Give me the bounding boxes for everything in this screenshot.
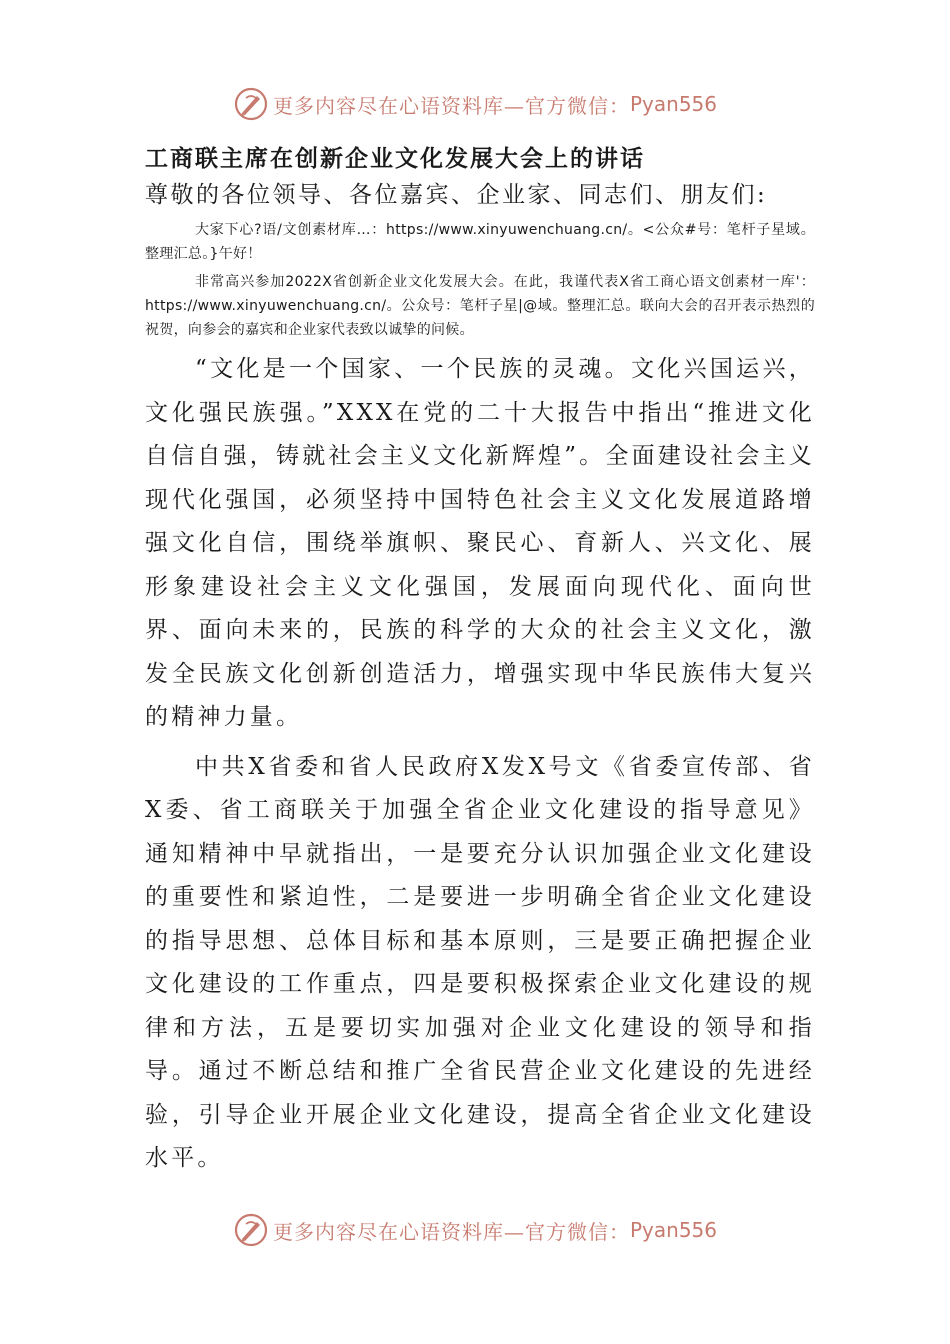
body-paragraph: “文化是一个国家、一个民族的灵魂。文化兴国运兴，文化强民族强。”XXX在党的二十大报告中指出“推进文化自信自强，铸就社会主义文化新辉煌”。全面建设社会主义现代化强国，必须坚持中国特色社会主义文化发展道路增强文化自信，围绕举旗帜、聚民心、育新人、兴文化、展形象建设社会主义文化强国，发展面向现代化、面向世界、面向未来的，民族的科学的大众的社会主义文化，激发全民族文化创新创造活力，增强实现中华民族伟大复兴的精神力量。 xyxy=(145,356,815,730)
banner-text: 更多内容尽在心语资料库—官方微信： xyxy=(272,93,630,118)
document-body xyxy=(145,142,815,1181)
wechat-id: Pyan556 xyxy=(629,92,717,116)
header-watermark-banner xyxy=(0,84,950,124)
small-paragraph: 大家下心?语/文创素材库…：https://www.xinyuwenchuang.cn/。<公众#号：笔杆子星域。整理汇总。}午好！ xyxy=(145,222,815,262)
footer-watermark-banner xyxy=(0,1210,950,1250)
small-paragraph: 非常高兴参加2022X省创新企业文化发展大会。在此，我谨代表X省工商心语文创素材一库'：https://www.xinyuwenchuang.cn/。公众号：笔杆子星|@域。整理汇总。联向大会的召开表示热烈的祝贺，向参会的嘉宾和企业家代表致以诚挚的问候。 xyxy=(145,274,815,338)
banner-text: 更多内容尽在心语资料库—官方微信： xyxy=(272,1219,630,1244)
wechat-id: Pyan556 xyxy=(629,1218,717,1242)
salutation: 尊敬的各位领导、各位嘉宾、企业家、同志们、朋友们: xyxy=(145,182,768,208)
pen-circle-icon xyxy=(233,86,269,122)
body-paragraph: 中共X省委和省人民政府X发X号文《省委宣传部、省X委、省工商联关于加强全省企业文化建设的指导意见》通知精神中早就指出，一是要充分认识加强企业文化建设的重要性和紧迫性，二是要进一步明确全省企业文化建设的指导思想、总体目标和基本原则，三是要正确把握企业文化建设的工作重点，四是要积极探索企业文化建设的规律和方法，五是要切实加强对企业文化建设的领导和指导。通过不断总结和推广全省民营企业文化建设的先进经验，引导企业开展企业文化建设，提高全省企业文化建设水平。 xyxy=(145,753,815,1171)
document-title: 工商联主席在创新企业文化发展大会上的讲话 xyxy=(145,145,645,172)
pen-circle-icon xyxy=(233,1212,269,1248)
